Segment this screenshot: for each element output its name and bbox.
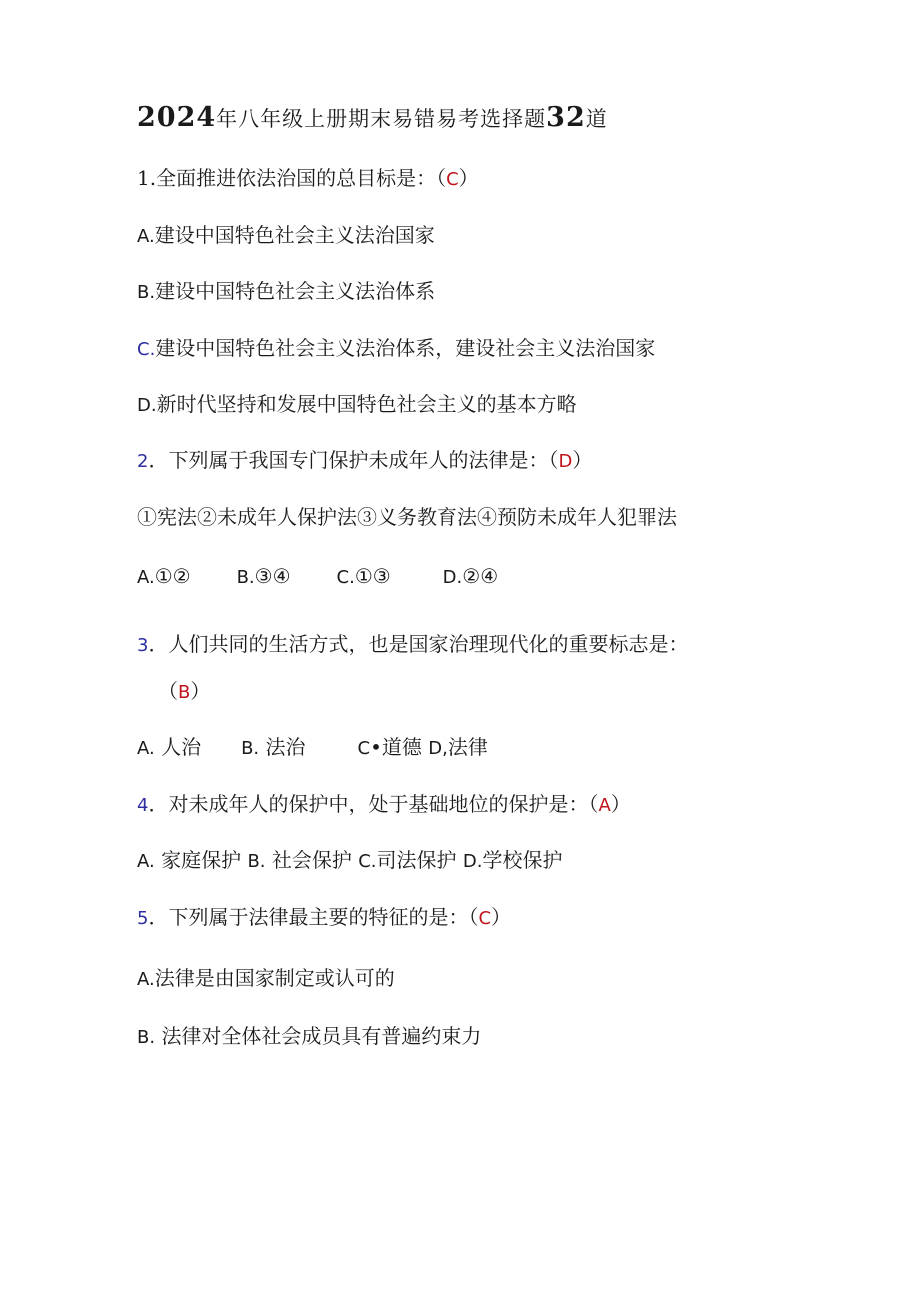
option-c: C.司法保护 <box>358 848 457 872</box>
question-3-stem <box>137 630 688 660</box>
title-suffix: 道 <box>585 107 608 131</box>
option-a: A.①② <box>137 564 191 588</box>
title-text: 年八年级上册期末易错易考选择题 <box>216 107 547 131</box>
option-c: C•道德 <box>357 735 422 759</box>
question-3-answer: （B） <box>158 679 211 703</box>
question-stem: ．下列属于我国专门保护未成年人的法律是：（ <box>148 448 559 472</box>
question-3-options <box>137 733 488 763</box>
question-1-option-d: D.新时代坚持和发展中国特色社会主义的基本方略 <box>137 392 577 416</box>
answer-key: D <box>558 451 573 472</box>
question-2-items: ①宪法②未成年人保护法③义务教育法④预防未成年人犯罪法 <box>137 505 677 529</box>
option-b: B.③④ <box>236 564 291 588</box>
answer-key: C <box>478 908 492 929</box>
option-b: B. 社会保护 <box>247 848 352 872</box>
question-stem: ．人们共同的生活方式，也是国家治理现代化的重要标志是： <box>148 632 689 656</box>
question-number: 5 <box>137 908 149 929</box>
answer-key: B <box>178 682 191 703</box>
title-count: 32 <box>546 102 586 133</box>
question-1-option-b: B.建设中国特色社会主义法治体系 <box>137 279 436 303</box>
option-c: C.①③ <box>336 564 391 588</box>
question-number: 4 <box>137 795 149 816</box>
option-a: A. 家庭保护 <box>137 848 242 872</box>
question-1-stem: 1.全面推进依法治国的总目标是：（C） <box>137 166 479 190</box>
answer-key: A <box>598 795 611 816</box>
option-a: A. 人治 <box>137 735 202 759</box>
question-stem: 全面推进依法治国的总目标是：（ <box>156 166 447 190</box>
document-title <box>137 104 608 133</box>
option-d: D.学校保护 <box>462 848 563 872</box>
title-year: 2024 <box>137 102 217 133</box>
question-2-options <box>137 562 498 592</box>
question-2-stem: 2．下列属于我国专门保护未成年人的法律是：（D） <box>137 448 593 472</box>
question-number: 3 <box>137 635 149 656</box>
question-4-stem: 4．对未成年人的保护中，处于基础地位的保护是：（A） <box>137 792 631 816</box>
question-5-stem: 5．下列属于法律最主要的特征的是：（C） <box>137 905 512 929</box>
question-5-option-a: A.法律是由国家制定或认可的 <box>137 966 395 990</box>
question-number: 1. <box>137 166 157 190</box>
option-d: D.②④ <box>442 564 499 588</box>
question-1-option-a: A.建设中国特色社会主义法治国家 <box>137 223 435 247</box>
question-stem: ．对未成年人的保护中，处于基础地位的保护是：（ <box>148 792 599 816</box>
answer-key: C <box>446 169 459 190</box>
option-b: B. 法治 <box>241 735 306 759</box>
question-1-option-c: C.建设中国特色社会主义法治体系，建设社会主义法治国家 <box>137 336 656 360</box>
question-number: 2 <box>137 451 149 472</box>
question-4-options <box>137 846 562 876</box>
question-stem: ．下列属于法律最主要的特征的是：（ <box>148 905 479 929</box>
question-5-option-b: B. 法律对全体社会成员具有普遍约束力 <box>137 1024 482 1048</box>
option-d: D,法律 <box>428 735 488 759</box>
